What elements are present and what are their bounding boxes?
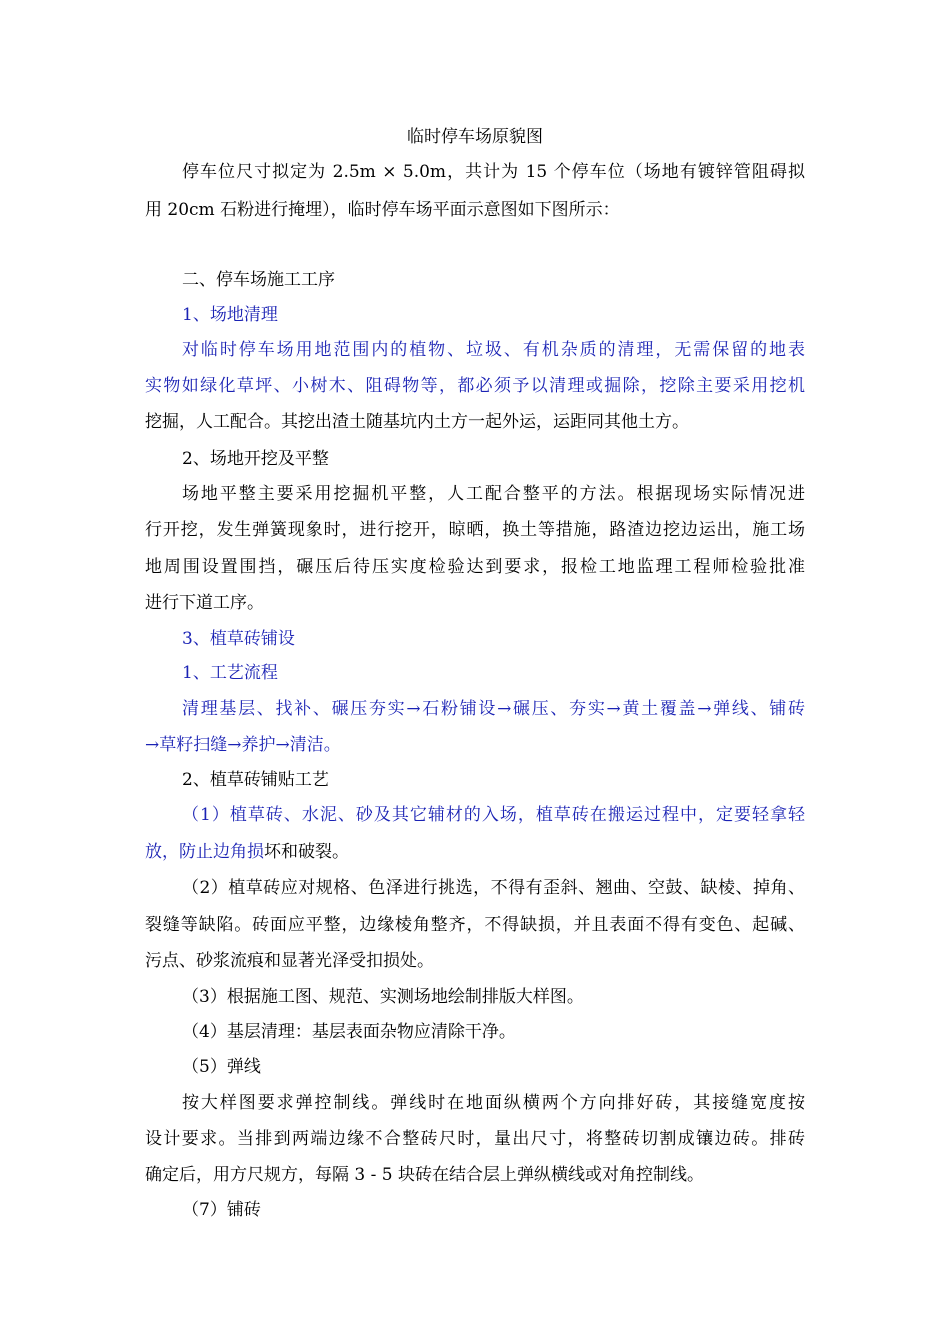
step-heading: 3、植草砖铺设 xyxy=(182,629,295,649)
intro-paragraph-line: 停车位尺寸拟定为 2.5m × 5.0m，共计为 15 个停车位（场地有镀锌管阻碍拟 xyxy=(182,162,805,182)
step-heading: 1、场地清理 xyxy=(182,305,278,325)
intro-paragraph-line: 用 20cm 石粉进行掩埋），临时停车场平面示意图如下图所示： xyxy=(145,200,620,220)
paragraph-line: （3）根据施工图、规范、实测场地绘制排版大样图。 xyxy=(182,987,584,1007)
paragraph-line: 裂缝等缺陷。砖面应平整，边缘棱角整齐，不得缺损，并且表面不得有变色、起碱、 xyxy=(145,915,805,935)
document-title: 临时停车场原貌图 xyxy=(407,127,543,147)
paragraph-line: 确定后，用方尺规方，每隔 3 - 5 块砖在结合层上弹纵横线或对角控制线。 xyxy=(145,1165,704,1185)
sub-heading: （5）弹线 xyxy=(182,1057,261,1077)
sub-heading: 2、植草砖铺贴工艺 xyxy=(182,770,329,790)
paragraph-line xyxy=(145,374,805,398)
paragraph-line: 对临时停车场用地范围内的植物、垃圾、有机杂质的清理，无需保留的地表 xyxy=(182,340,805,360)
sub-heading: （7）铺砖 xyxy=(182,1200,261,1220)
plain-text: 坏和破裂。 xyxy=(264,842,349,862)
highlighted-text: 实物如绿化草坪、小树木、阻碍物等，都必须予以清理或掘除，挖除主要采用挖机 xyxy=(145,376,805,396)
paragraph-line: 场地平整主要采用挖掘机平整，人工配合整平的方法。根据现场实际情况进 xyxy=(182,484,805,504)
paragraph-line: （1）植草砖、水泥、砂及其它辅材的入场，植草砖在搬运过程中，定要轻拿轻 xyxy=(182,805,805,825)
highlighted-text: 放，防止边角损 xyxy=(145,842,264,862)
process-flow-line: →草籽扫缝→养护→清洁。 xyxy=(145,735,341,755)
process-flow-line: 清理基层、找补、碾压夯实→石粉铺设→碾压、夯实→黄土覆盖→弹线、铺砖 xyxy=(182,699,805,719)
paragraph-line: 挖掘，人工配合。其挖出渣土随基坑内土方一起外运，运距同其他土方。 xyxy=(145,412,689,432)
paragraph-line: 污点、砂浆流痕和显著光泽受扣损处。 xyxy=(145,951,434,971)
paragraph-line: 行开挖，发生弹簧现象时，进行挖开，晾晒，换土等措施，路渣边挖边运出，施工场 xyxy=(145,520,805,540)
paragraph-line: （4）基层清理：基层表面杂物应清除干净。 xyxy=(182,1022,516,1042)
paragraph-line xyxy=(145,840,349,864)
paragraph-line: 进行下道工序。 xyxy=(145,593,264,613)
section-heading: 二、停车场施工工序 xyxy=(182,270,335,290)
sub-heading: 1、工艺流程 xyxy=(182,663,278,683)
step-heading: 2、场地开挖及平整 xyxy=(182,449,329,469)
paragraph-line: 设计要求。当排到两端边缘不合整砖尺时，量出尺寸，将整砖切割成镶边砖。排砖 xyxy=(145,1129,805,1149)
paragraph-line: 按大样图要求弹控制线。弹线时在地面纵横两个方向排好砖，其接缝宽度按 xyxy=(182,1093,805,1113)
paragraph-line: 地周围设置围挡，碾压后待压实度检验达到要求，报检工地监理工程师检验批准 xyxy=(145,557,805,577)
paragraph-line: （2）植草砖应对规格、色泽进行挑选，不得有歪斜、翘曲、空鼓、缺棱、掉角、 xyxy=(182,878,805,898)
